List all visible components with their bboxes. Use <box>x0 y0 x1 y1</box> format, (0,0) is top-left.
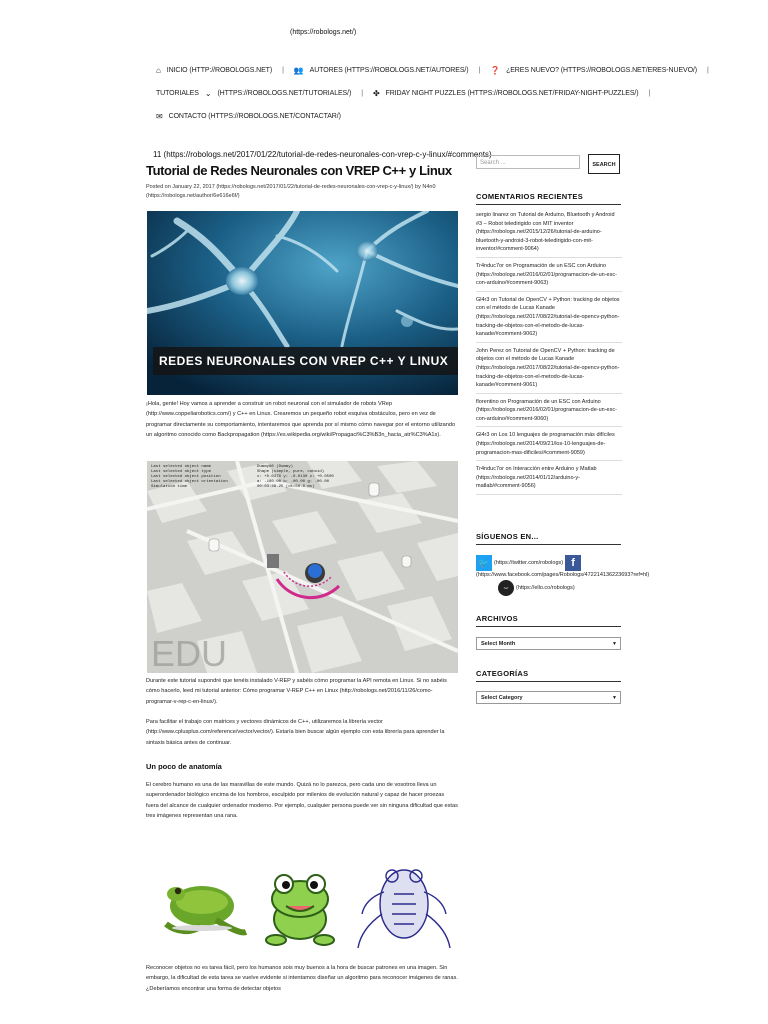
svg-text:Simulation time: Simulation time <box>151 485 188 489</box>
recent-comment[interactable]: Tr4nduc7or on Interacción entre Arduino y Matlab (https://robologs.net/2014/01/12/arduino-y-matlab/#comment-9056) <box>476 464 622 495</box>
nav-item-autores[interactable]: AUTORES (HTTPS://ROBOLOGS.NET/AUTORES/) <box>309 67 469 74</box>
recent-comments-heading: COMENTARIOS RECIENTES <box>476 192 584 201</box>
divider <box>476 544 621 545</box>
hero-caption-text: REDES NEURONALES CON VREP C++ Y LINUX <box>159 354 449 368</box>
section-heading-anatomy: Un poco de anatomía <box>146 762 222 771</box>
divider <box>476 681 621 682</box>
svg-text:Last selected object name: Last selected object name <box>151 465 212 469</box>
post-title[interactable]: Tutorial de Redes Neuronales con VREP C++ y Linux <box>146 163 452 178</box>
paragraph-prerequisites: Durante este tutorial supondré que tenéis instalado V-REP y sabéis cómo programar la API remota en Linux. Si no sabéis cómo hacerlo, leed mi tutorial anterior: Cómo programar V-REP C++ en Linux (http://robologs.net/2016/11/26/como-programar-v-rep-c-en-linux/). <box>146 678 447 705</box>
post-meta: Posted on January 22, 2017 (https://robologs.net/2017/01/22/tutorial-de-redes-neuronales-con-vrep-c-y-linux/) by N4n0 (https://robologs.net/author/6e616e6f/) <box>146 184 436 199</box>
divider <box>476 204 621 205</box>
vrep-scene <box>147 461 458 673</box>
categories-select[interactable] <box>476 691 621 704</box>
nav-separator: | <box>282 67 284 74</box>
nav-item-eres-nuevo[interactable]: ¿ERES NUEVO? (HTTPS://ROBOLOGS.NET/ERES-NUEVO/) <box>506 67 698 74</box>
divider <box>476 626 621 627</box>
svg-text:Last selected object orientati: Last selected object orientation <box>151 480 228 484</box>
paragraph-anatomy: El cerebro humano es una de las maravillas de este mundo. Quizá no lo parezca, pero cada uno de vosotros lleva un superordenador biológico encima de los hombros, esculpido por milenios de evolución natural y capaz de hacer proezas fuera del alcance de cualquier ordenador moderno. Por ejemplo, cualquier persona puede ver sin ninguna dificultad que estas tres imágenes representan una rana. <box>146 782 458 819</box>
svg-text:Last selected object type: Last selected object type <box>151 470 212 474</box>
main-nav-row-1 <box>156 66 713 75</box>
envelope-icon: ✉ <box>156 112 163 121</box>
nav-item-tutoriales[interactable]: TUTORIALES <box>156 90 199 97</box>
paragraph-object-recognition: Reconocer objetos no es tarea fácil, pero los humanos sois muy buenos a la hora de buscar patrones en una imagen. Sin embargo, la dificultad de esta tarea se vuelve evidente si intentamos diseñar un algoritmo para reconocer imágenes de ranas. ¿Deberíamos encontrar una forma de detectar objetos <box>146 965 458 992</box>
hero-image <box>147 211 458 395</box>
recent-comment[interactable]: sergio linarez on Tutorial de Arduino, Bluetooth y Android #3 – Robot teledirigido con MIT inventor (https://robologs.net/2015/12/26/tutorial-de-arduino-bluetooth-y-android-3-robot-teledirigido-con-mit-inventor/#comment-9064) <box>476 210 622 258</box>
recent-comments-list <box>476 210 622 498</box>
svg-text:Last selected object position: Last selected object position <box>151 475 221 479</box>
question-icon: ❓ <box>490 66 501 75</box>
frog-images <box>146 854 458 954</box>
nav-separator: | <box>361 90 363 97</box>
home-icon: ⌂ <box>156 66 161 75</box>
main-nav-row-3 <box>156 112 341 121</box>
main-nav-row-2 <box>156 89 654 98</box>
nav-item-contacto[interactable]: CONTACTO (HTTPS://ROBOLOGS.NET/CONTACTAR/) <box>168 113 341 120</box>
svg-text:Shape (simple, pure, cuboid): Shape (simple, pure, cuboid) <box>257 470 325 474</box>
nav-item-inicio[interactable]: INICIO (HTTP://ROBOLOGS.NET) <box>166 67 273 74</box>
recent-comment[interactable]: florentino on Programación de un ESC con Arduino (https://robologs.net/2016/02/01/programacion-de-un-esc-con-arduino/#comment-9060) <box>476 397 622 428</box>
hero-caption <box>153 347 458 375</box>
chevron-down-icon: ▼ <box>612 641 617 647</box>
chevron-down-icon[interactable]: ⌄ <box>204 89 212 98</box>
frog-engraving <box>358 870 450 948</box>
archives-select-value: Select Month <box>481 641 516 647</box>
ello-icon[interactable]: ⌣ <box>498 580 514 596</box>
paragraph-vector-library: Para facilitar el trabajo con matrices y vectores dinámicos de C++, utilizaremos la librería vector (http://www.cplusplus.com/reference/vector/vector/). Estaría bien buscar algún ejemplo con esta librería para aprender la sintaxis básica antes de continuar. <box>146 719 445 746</box>
nav-separator: | <box>478 67 481 74</box>
follow-heading: SÍGUENOS EN... <box>476 532 539 541</box>
svg-text:a: -180.00 b: -00.00 g: -0: a: -180.00 b: -00.00 g: -00.00 <box>257 480 330 484</box>
nav-separator: | <box>707 67 709 74</box>
recent-comment[interactable]: Gl4r3 on Tutorial de OpenCV + Python: tracking de objetos con el método de Lucas Kanade (https://robologs.net/2017/08/22/tutorial-de-opencv-python-tracking-de-objetos-con-el-metodo-de-lucas-kanade/#comment-9062) <box>476 295 622 343</box>
twitter-icon[interactable]: 🐦 <box>476 555 492 571</box>
archives-heading: ARCHIVOS <box>476 614 518 623</box>
post-comments-link[interactable]: 11 (https://robologs.net/2017/01/22/tutorial-de-redes-neuronales-con-vrep-c-y-linux/#comments) <box>153 150 492 159</box>
social-links <box>476 555 656 596</box>
nav-separator: | <box>648 90 651 97</box>
recent-comment[interactable]: Tr4nduc7or on Programación de un ESC con Arduino (https://robologs.net/2016/02/01/programacion-de-un-esc-con-arduino/#comment-9063) <box>476 261 622 292</box>
facebook-icon[interactable]: f <box>565 555 581 571</box>
edu-watermark: EDU <box>151 633 228 673</box>
site-url[interactable]: (https://robologs.net/) <box>290 29 357 36</box>
vrep-simulation-screenshot <box>147 461 458 673</box>
twitter-link[interactable]: (https://twitter.com/robologs) <box>494 559 564 566</box>
puzzle-icon: ✤ <box>372 89 380 98</box>
ello-link[interactable]: (https://ello.co/robologs) <box>516 584 575 591</box>
frog-illustrations <box>146 854 458 954</box>
frog-cartoon <box>266 875 334 945</box>
svg-text:00:03:48.25 (dt=50.0 ms): 00:03:48.25 (dt=50.0 ms) <box>257 485 315 489</box>
categories-heading: CATEGORÍAS <box>476 669 529 678</box>
svg-text:x: +0.0370 y: -0.0130 z: +: x: +0.0370 y: -0.0130 z: +0.0500 <box>257 475 334 479</box>
facebook-link[interactable]: (https://www.facebook.com/pages/Robologs/472214136223693?ref=hl) <box>476 572 650 578</box>
search-button[interactable]: SEARCH <box>588 154 620 174</box>
recent-comment[interactable]: John Perez on Tutorial de OpenCV + Python: tracking de objetos con el método de Lucas Kanade (https://robologs.net/2017/08/22/tutorial-de-opencv-python-tracking-de-objetos-con-el-metodo-de-lucas-kanade/#comment-9061) <box>476 346 622 394</box>
nav-item-friday-night-puzzles[interactable]: FRIDAY NIGHT PUZZLES (HTTPS://ROBOLOGS.NET/FRIDAY-NIGHT-PUZZLES/) <box>385 90 639 97</box>
frog-photo <box>166 886 246 932</box>
users-icon: 👥 <box>293 66 304 75</box>
svg-text:Dummy#0 (Dummy): Dummy#0 (Dummy) <box>257 465 294 469</box>
chevron-down-icon: ▼ <box>612 695 617 701</box>
recent-comment[interactable]: Gl4r3 on Los 10 lenguajes de programación más difíciles (https://robologs.net/2014/09/21/los-10-lenguajes-de-programacion-mas-dificiles/#comment-9059) <box>476 430 622 461</box>
archives-select[interactable] <box>476 637 621 650</box>
paragraph-intro: ¡Hola, gente! Hoy vamos a aprender a construir un robot neuronal con el simulador de robots VRep (http://www.coppeliarobotics.com/) y C++ en Linux. Crearemos un pequeño robot esquiva obstáculos, pero en vez de programar directamente su comportamiento, intentaremos que aprenda por sí mismo cómo navegar por el entorno utilizando un algoritmo conocido como Backpropagation (https://es.wikipedia.org/wiki/Propagaci%C3%B3n_hacia_atr%C3%A1s). <box>146 401 456 438</box>
nav-item-tutoriales-url[interactable]: (HTTPS://ROBOLOGS.NET/TUTORIALES/) <box>217 90 352 97</box>
categories-select-value: Select Category <box>481 695 523 701</box>
search-input[interactable]: Search ... <box>476 155 580 169</box>
